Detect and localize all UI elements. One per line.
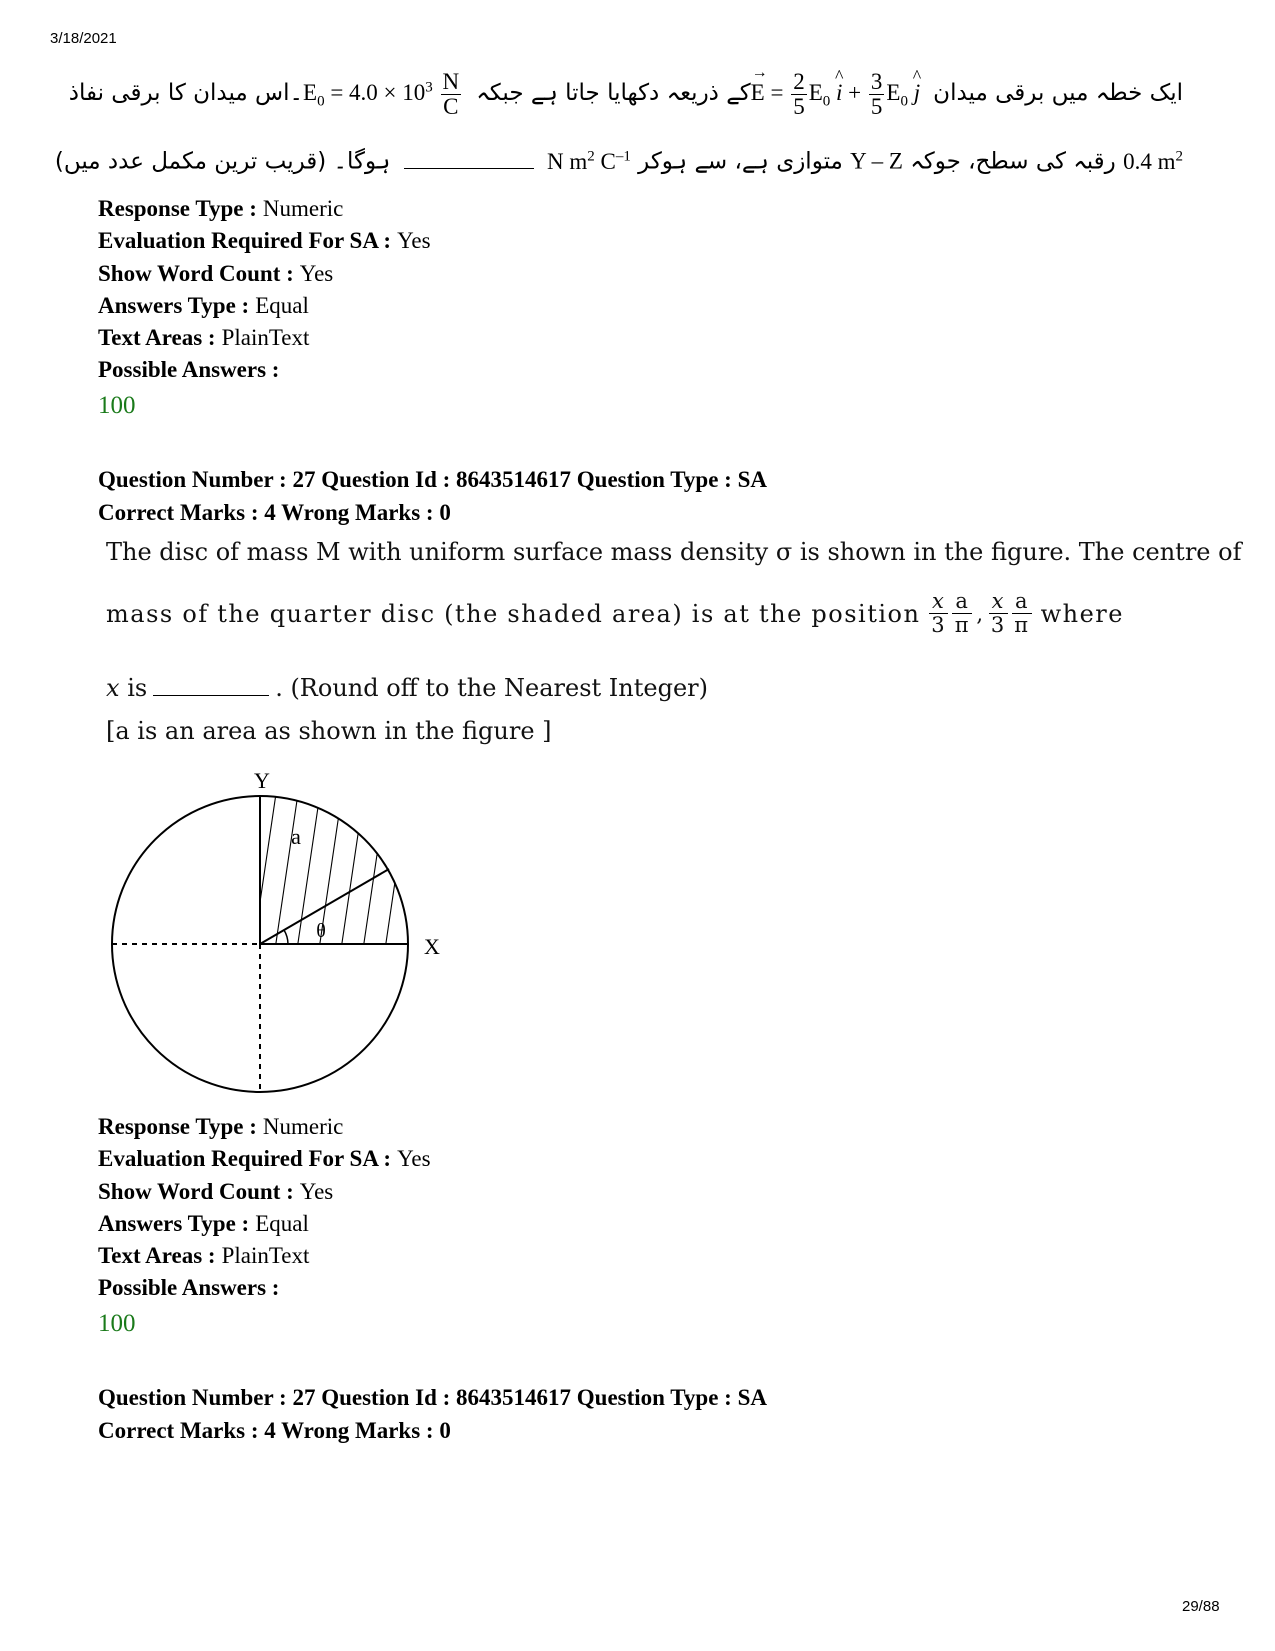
flux-unit: N $m^2$ $C^{-1}$	[546, 148, 631, 174]
y-label: Y	[254, 768, 270, 793]
field-equation: → E = $\frac{2}{5}$ $E_0$ ^ i + $\frac{3}{5}$ $E_0$ ^ j	[751, 80, 926, 105]
urdu-question-line-1: ایک خطہ میں برقی میدان → E = $\frac{2}{5}$ $E_0$ ^ i + $\frac{3}{5}$ $E_0$ ^ j کے ذریعہ دکھایا جاتا ہے جبکہ $E_0 = 4.0 \times 10^3$ $\frac{N}{C}$ ۔اس میدان کا برقی نفاذ	[69, 70, 1183, 119]
page-number: 29/88	[1182, 1598, 1220, 1615]
answer-blank	[153, 695, 269, 696]
hatch-shading	[228, 780, 432, 970]
question-meta-1: Response Type : Numeric Evaluation Required For SA : Yes Show Word Count : Yes Answers Type : Equal Text Areas : PlainText Possible Answers : 100	[98, 193, 431, 422]
x-label: X	[424, 934, 440, 959]
disc-figure	[100, 760, 460, 1100]
area-value: 0.4 $m^2$	[1123, 148, 1183, 174]
question-header: Question Number : 27 Question Id : 8643514617 Question Type : SA Correct Marks : 4 Wrong Marks : 0	[98, 467, 767, 525]
e0-value: $E_0 = 4.0 \times 10^3$ $\frac{N}{C}$	[303, 69, 460, 120]
urdu-question-line-2: 0.4 $m^2$ رقبہ کی سطح، جوکہ Y – Z متوازی ہے، سے ہوکر N $m^2$ $C^{-1}$ ہوگا۔ (قریب ترین مکمل عدد میں)	[54, 148, 1183, 175]
possible-answer: 100	[98, 1309, 136, 1337]
question-header-2: Question Number : 27 Question Id : 8643514617 Question Type : SA Correct Marks : 4 Wrong Marks : 0	[98, 1385, 767, 1443]
theta-label: θ	[316, 920, 326, 942]
possible-answer: 100	[98, 391, 136, 419]
question-meta-2: Response Type : Numeric Evaluation Required For SA : Yes Show Word Count : Yes Answers Type : Equal Text Areas : PlainText Possible Answers : 100	[98, 1111, 431, 1340]
answer-blank	[404, 168, 534, 169]
theta-arc	[284, 930, 288, 944]
print-date: 3/18/2021	[50, 30, 117, 47]
area-label: a	[291, 824, 301, 849]
position-fraction: x 3 a π , x 3 a π	[929, 590, 1032, 637]
